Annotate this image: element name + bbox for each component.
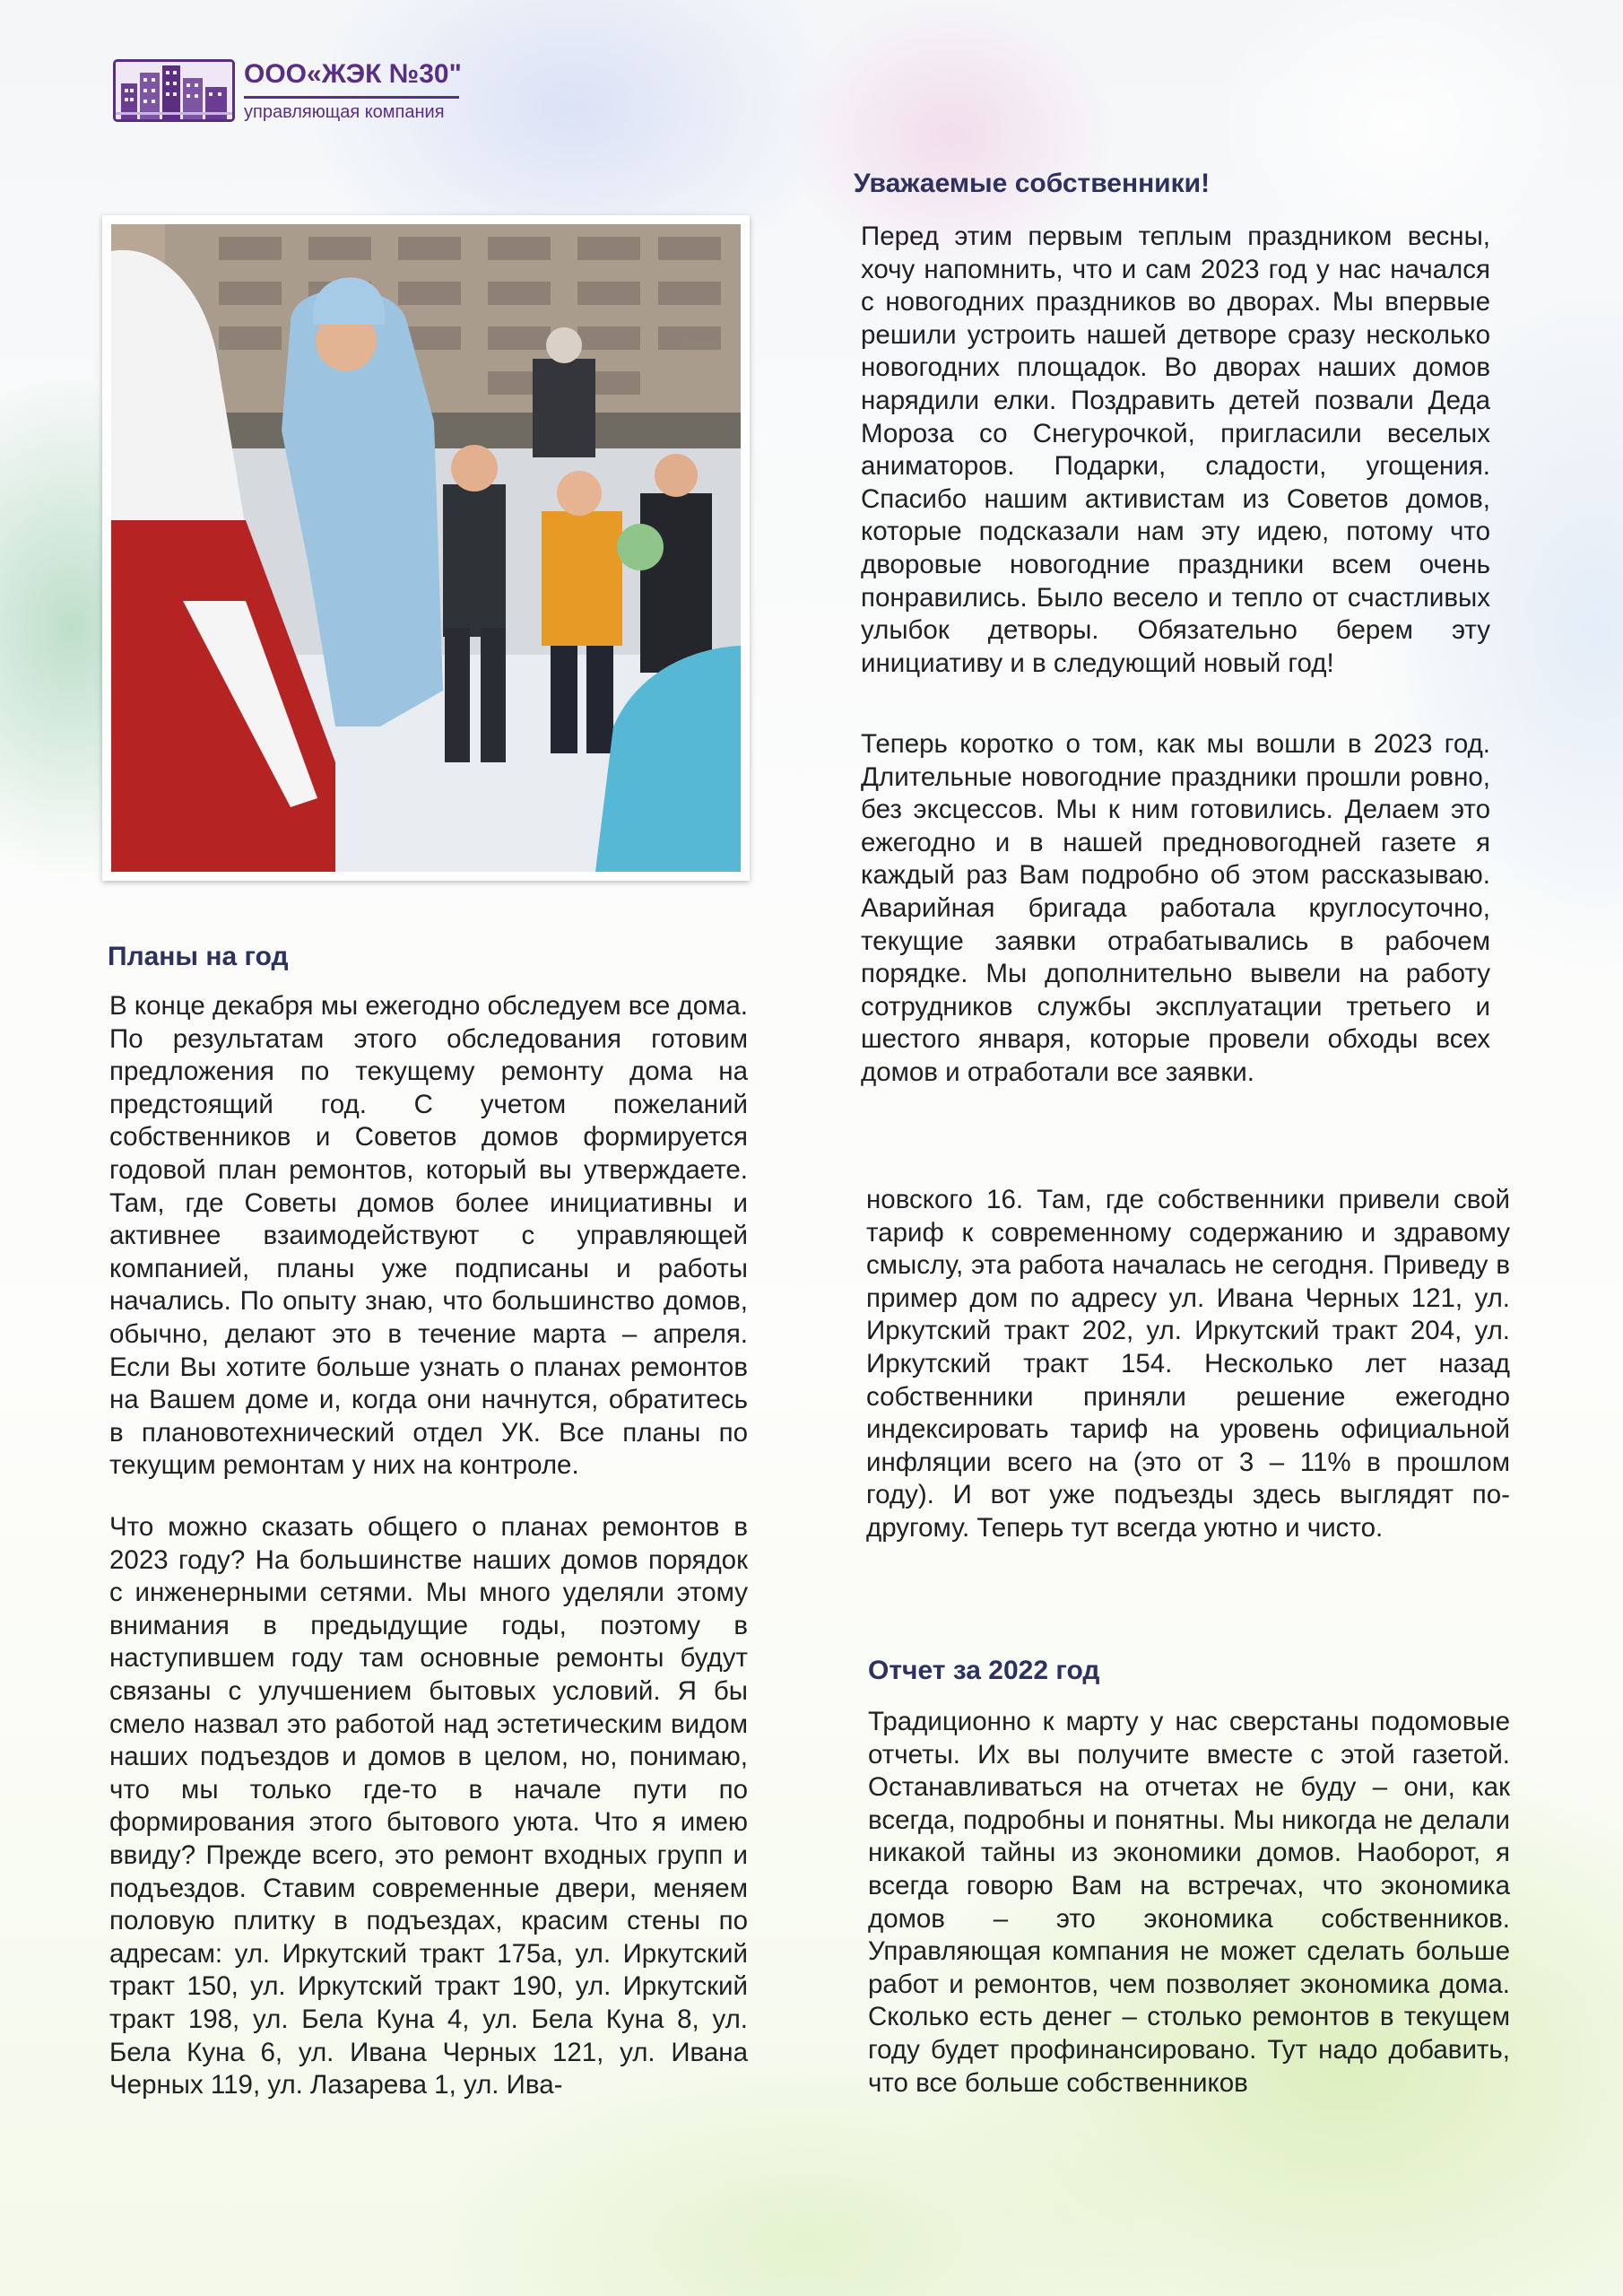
plans-heading: Планы на год (108, 942, 289, 971)
greeting-paragraph-2: Теперь коротко о том, как мы вошли в 2023 год. Длительные новогодние праздники прошли ровно, без эксцессов. Мы к ним готовились. Делаем это ежегодно и в нашей предновогодней газете я каждый раз Вам подробно об этом рассказываю. Аварийная бригада работала круглосуточно, текущие заявки отрабатывались в рабочем порядке. Мы дополнительно вывели на работу сотрудников службы эксплуатации третьего и шестого января, которые провели обходы всех домов и отработали все заявки. (861, 729, 1490, 1087)
greeting-heading: Уважаемые собственники! (854, 169, 1211, 198)
company-logo (113, 59, 472, 127)
celebration-photo (111, 224, 741, 872)
buildings-logo-icon (113, 59, 235, 122)
report-paragraph: Традиционно к марту у нас сверстаны подомовые отчеты. Их вы получите вместе с этой газетой. Останавливаться на отчетах не буду – они, как всегда, подробны и понятны. Мы никогда не делали никакой тайны из экономики домов. Наоборот, я всегда говорю Вам на встречах, что экономика домов – это экономика собственников. Управляющая компания не может сделать больше работ и ремонтов, чем позволяет экономика дома. Сколько есть денег – столько ремонтов в текущем году будет профинансировано. Тут надо добавить, что все больше собственников (868, 1707, 1510, 2098)
report-heading: Отчет за 2022 год (868, 1656, 1100, 1685)
plans-paragraph-1: В конце декабря мы ежегодно обследуем все дома. По результатам этого обследования готовим предложения по текущему ремонту дома на предстоящий год. С учетом пожеланий собственников и Советов домов формируется годовой план ремонтов, который вы утверждаете. Там, где Советы домов более инициативны и активнее взаимодействуют с управляющей компанией, планы уже подписаны и работы начались. По опыту знаю, что большинство домов, обычно, делают это в течение марта – апреля. Если Вы хотите больше узнать о планах ремонтов на Вашем доме и, когда они начнутся, обратитесь в плановотехнический отдел УК. Все планы по текущим ремонтам у них на контроле. (109, 991, 748, 1481)
plans-continuation: новского 16. Там, где собственники привели свой тариф к современному содержанию и здравому смыслу, эта работа началась не сегодня. Приведу в пример дом по адресу ул. Ивана Черных 121, ул. Иркутский тракт 202, ул. Иркутский тракт 204, ул. Иркутский тракт 154. Несколько лет назад собственники приняли решение ежегодно индексировать тариф на уровень официальной инфляции всего на (это от 3 – 11% в прошлом году). И вот уже подъезды здесь выглядят по-другому. Теперь тут всегда уютно и чисто. (866, 1185, 1510, 1543)
plans-paragraph-2: Что можно сказать общего о планах ремонтов в 2023 году? На большинстве наших домов порядок с инженерными сетями. Мы много уделяли этому внимания в предыдущие годы, поэтому в наступившем году там основные ремонты будут связаны с улучшением бытовых условий. Я бы смело назвал это работой над эстетическим видом наших подъездов и домов в целом, но, понимаю, что мы только где-то в начале пути по формирования этого бытового уюта. Что я имею ввиду? Прежде всего, это ремонт входных групп и подъездов. Ставим современные двери, меняем половую плитку в подъездах, красим стены по адресам: ул. Иркутский тракт 175а, ул. Иркутский тракт 150, ул. Иркутский тракт 190, ул. Иркутский тракт 198, ул. Бела Куна 4, ул. Бела Куна 8, ул. Бела Куна 6, ул. Ивана Черных 121, ул. Ивана Черных 119, ул. Лазарева 1, ул. Ива- (109, 1512, 748, 2100)
logo-underline (244, 96, 459, 99)
photo-frame (102, 215, 750, 881)
company-tagline: управляющая компания (244, 102, 445, 122)
greeting-paragraph-1: Перед этим первым теплым праздником весны, хочу напомнить, что и сам 2023 год у нас начался с новогодних праздников во дворах. Мы впервые решили устроить нашей детворе сразу несколько новогодних площадок. Во дворах наших домов нарядили елки. Поздравить детей позвали Деда Мороза со Снегурочкой, пригласили веселых аниматоров. Подарки, сладости, угощения. Спасибо нашим активистам из Советов домов, которые подсказали нам эту идею, потому что дворовые новогодние праздники всем очень понравились. Было весело и тепло от счастливых улыбок детворы. Обязательно берем эту инициативу и в следующий новый год! (861, 222, 1490, 678)
company-name: ООО«ЖЭК №30" (244, 59, 462, 89)
